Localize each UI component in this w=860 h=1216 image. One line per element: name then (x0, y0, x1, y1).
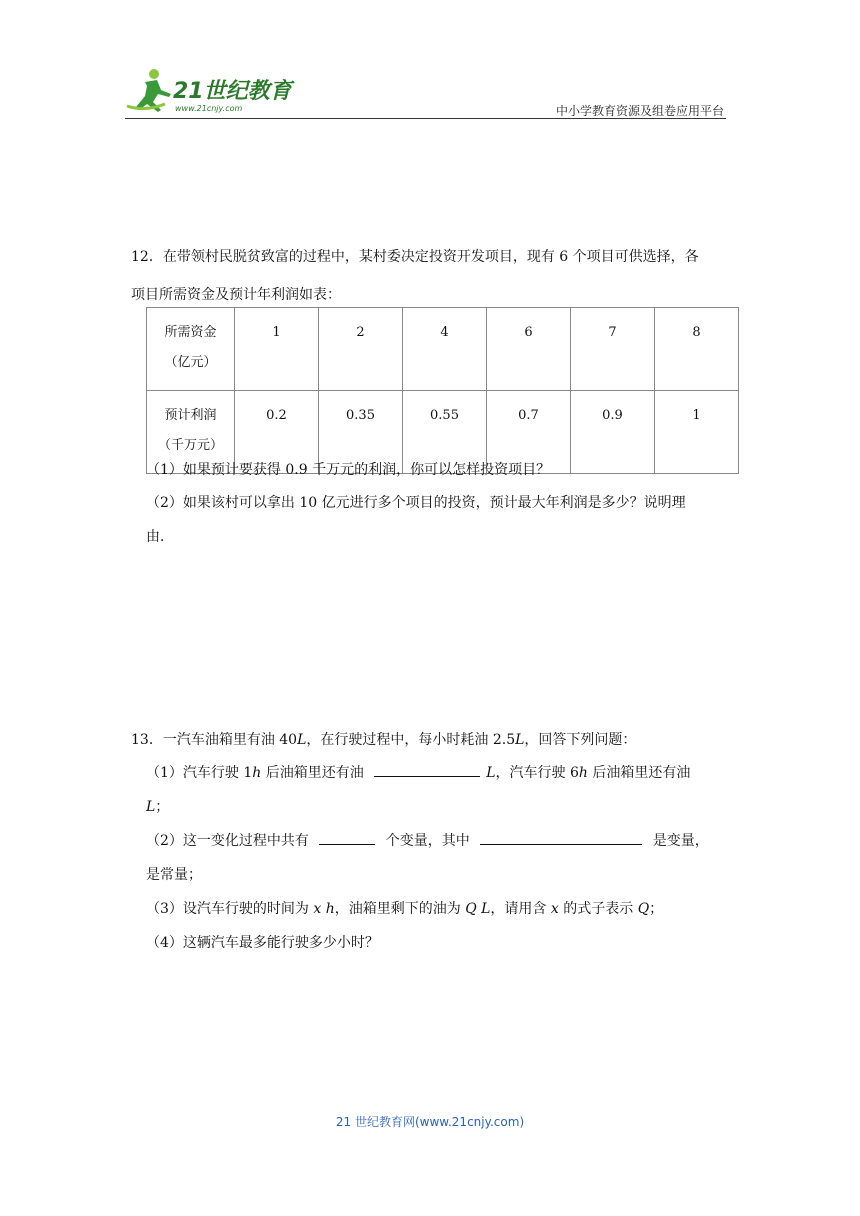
text: x h (313, 901, 335, 917)
page-header (125, 66, 726, 120)
cell-text: （千万元） (157, 438, 223, 453)
q13-sub1-line2 (146, 796, 746, 818)
table-cell: 6 (487, 308, 571, 391)
page-footer[interactable]: 21 世纪教育网(www.21cnjy.com) (335, 1115, 525, 1129)
text: ，汽车行驶 6 (495, 765, 579, 781)
text: ，在行驶过程中，每小时耗油 2.5 (306, 732, 516, 748)
text: ，请用含 (490, 901, 551, 917)
q13-sub3 (146, 898, 736, 920)
platform-label: 中小学教育资源及组卷应用平台 (555, 104, 724, 118)
cell-text: （亿元） (164, 355, 217, 370)
text: （2）这一变化过程中共有 (146, 833, 314, 849)
q12-line1: 12．在带领村民脱贫致富的过程中，某村委决定投资开发项目，现有 6 个项目可供选择，各 (131, 249, 699, 265)
table-cell: 8 (655, 308, 739, 391)
table-cell: 0.2 (235, 391, 319, 474)
table-cell: 7 (571, 308, 655, 391)
table-cell: 0.9 (571, 391, 655, 474)
text: 个变量，其中 (381, 833, 475, 849)
q12-line2: 项目所需资金及预计年利润如表： (131, 287, 341, 303)
text: L (486, 765, 496, 781)
text: L (146, 799, 156, 815)
svg-text:21世纪教育: 21世纪教育 (173, 79, 292, 104)
text: L (515, 732, 525, 748)
q12-sub2-line1: （2）如果该村可以拿出 10 亿元进行多个项目的投资，预计最大年利润是多少？说明理 (146, 495, 686, 511)
header-rule (125, 118, 726, 119)
text: x (550, 901, 559, 917)
cell-text: 所需资金 (164, 325, 217, 340)
table-row (147, 308, 739, 391)
q13-sub2-line2: 是常量； (146, 867, 202, 883)
text: ，回答下列问题： (524, 732, 637, 748)
text: （3）设汽车行驶的时间为 (146, 901, 314, 917)
table-cell: 2 (319, 308, 403, 391)
text: 后油箱里还有油 (587, 765, 691, 781)
text: Q (637, 901, 650, 917)
text: L (297, 732, 307, 748)
text: 是变量， (648, 833, 709, 849)
text: 的式子表示 (558, 901, 638, 917)
text: h (252, 765, 262, 781)
cell-text: 预计利润 (164, 408, 217, 423)
q13-line1 (131, 729, 731, 751)
text: ，油箱里剩下的油为 (334, 901, 466, 917)
q12-sub2-line2: 由． (146, 529, 174, 545)
text: h (578, 765, 588, 781)
text: 后油箱里还有油 (261, 765, 369, 781)
logo (125, 66, 295, 116)
table-header-cell (147, 308, 235, 391)
answer-blank[interactable] (374, 762, 480, 777)
table-cell: 0.55 (403, 391, 487, 474)
table-cell: 1 (235, 308, 319, 391)
table-cell: 1 (655, 391, 739, 474)
q13-sub2 (146, 830, 736, 852)
investment-table (146, 307, 739, 474)
text: 13．一汽车油箱里有油 40 (131, 732, 298, 748)
text: Q L (465, 901, 491, 917)
answer-blank[interactable] (480, 830, 642, 845)
question-12 (131, 246, 731, 306)
table-cell: 0.7 (487, 391, 571, 474)
text: （1）汽车行驶 1 (146, 765, 253, 781)
q13-sub4: （4）这辆汽车最多能行驶多少小时？ (146, 935, 379, 951)
table-cell: 4 (403, 308, 487, 391)
text: ； (649, 901, 664, 917)
text: ； (155, 799, 170, 815)
q13-sub1 (146, 762, 736, 784)
answer-blank[interactable] (319, 830, 375, 845)
svg-text:www.21cnjy.com: www.21cnjy.com (175, 104, 243, 113)
table-cell: 0.35 (319, 391, 403, 474)
q12-sub1: （1）如果预计要获得 0.9 千万元的利润，你可以怎样投资项目？ (146, 462, 551, 478)
